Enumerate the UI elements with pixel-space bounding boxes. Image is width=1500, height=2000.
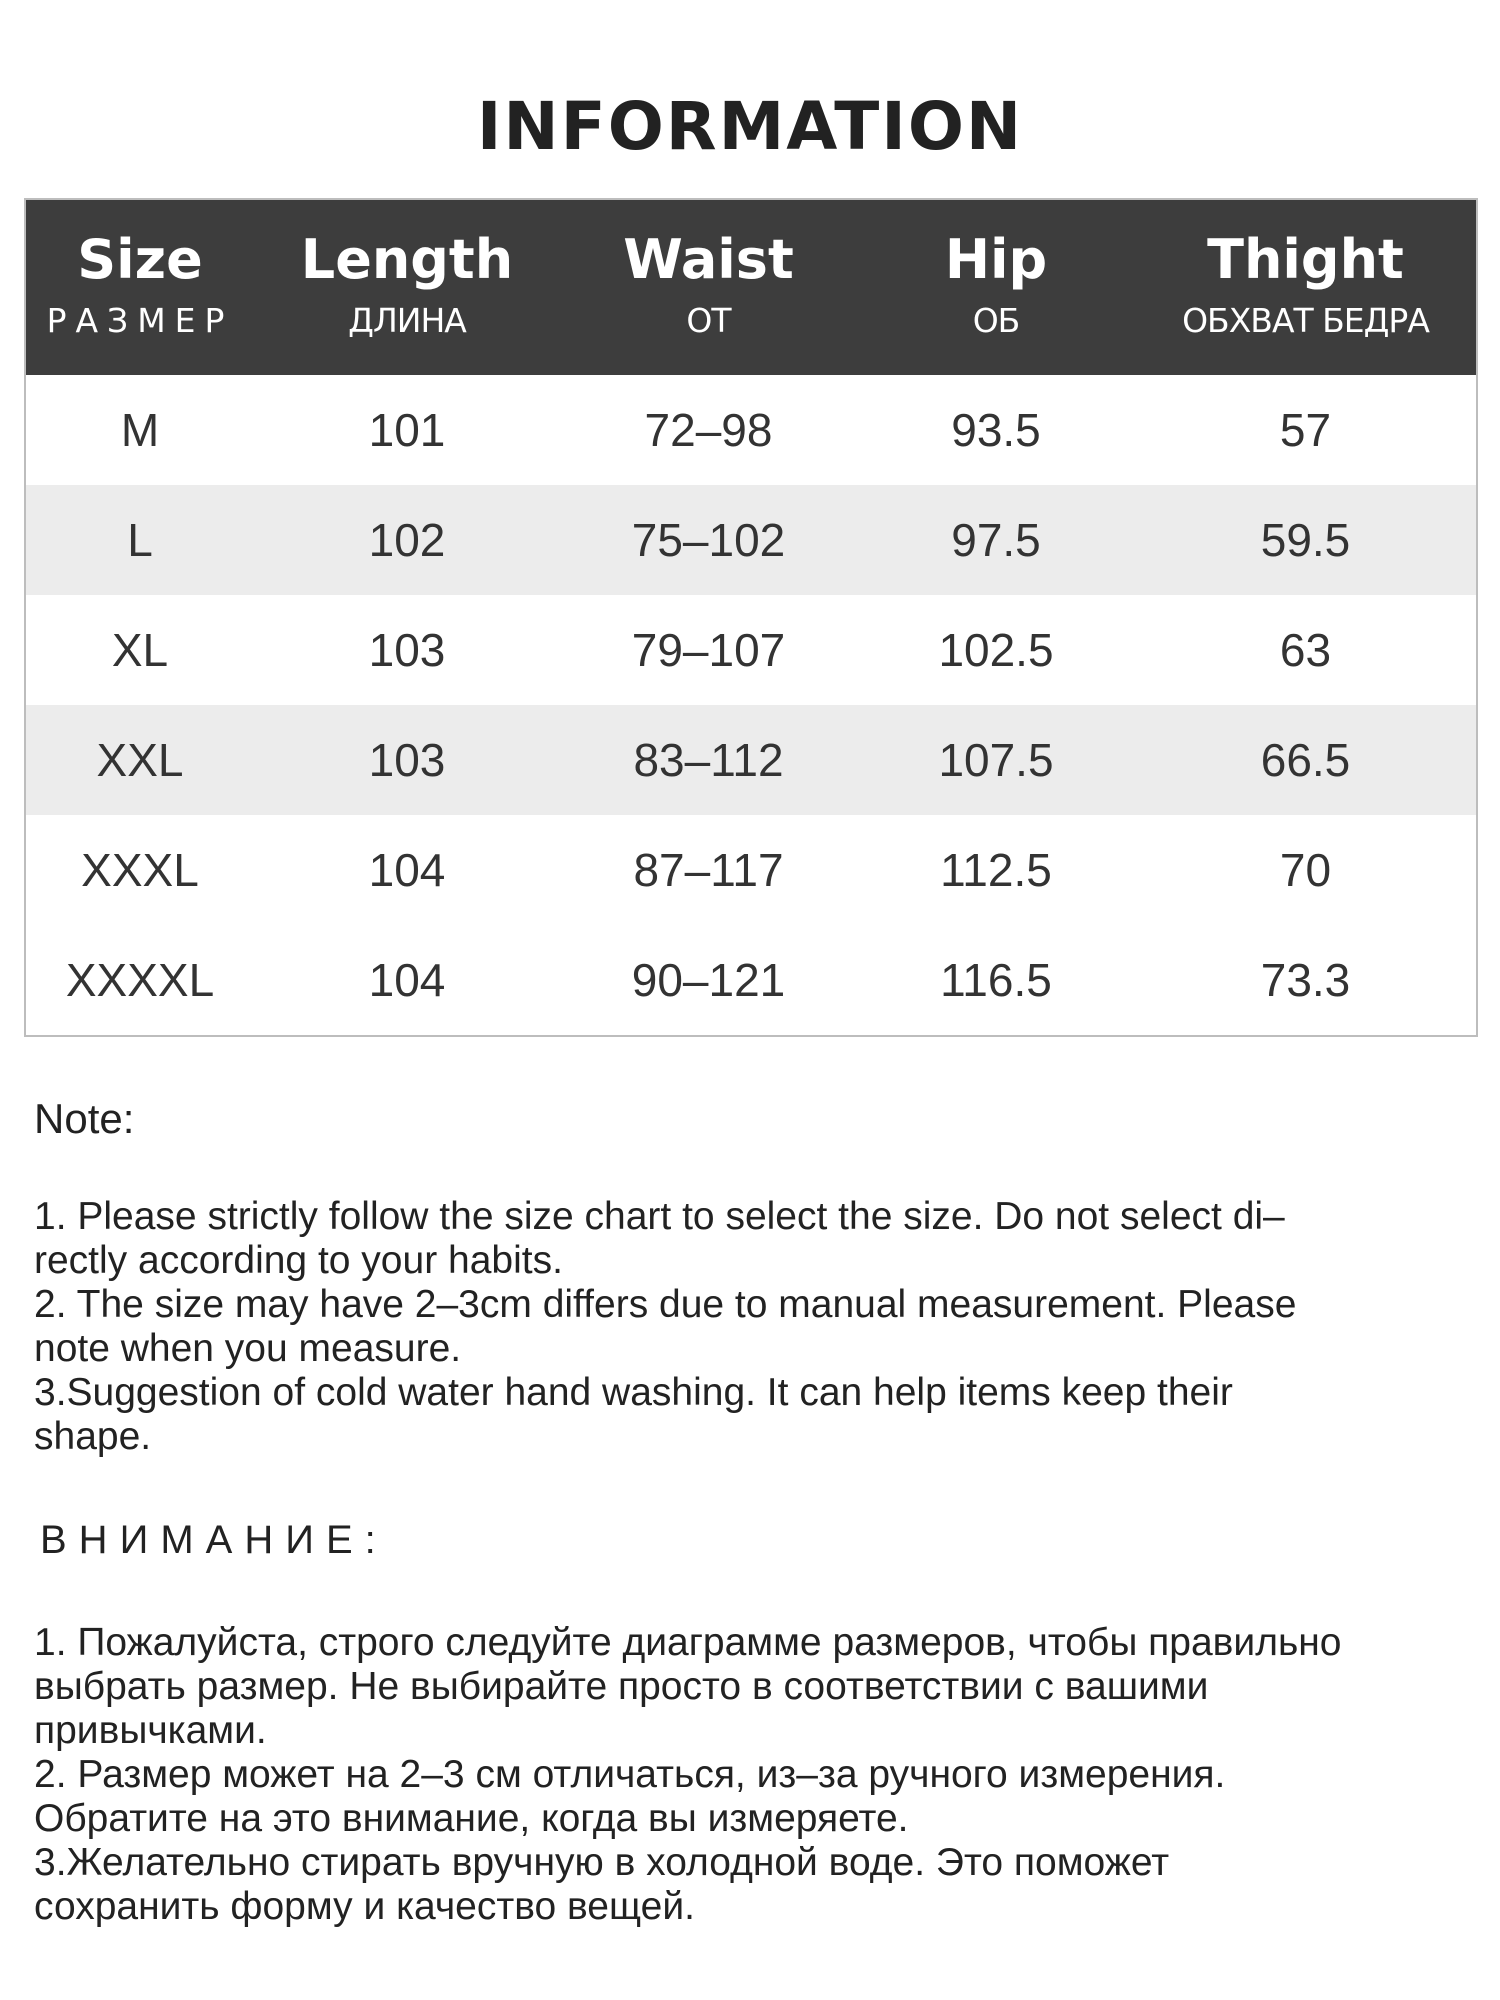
note-line: 2. The size may have 2–3cm differs due to manual measurement. Please <box>34 1283 1297 1326</box>
thigh-cell: 57 <box>1279 404 1332 456</box>
header-label-en: Hip <box>944 228 1048 291</box>
table-row <box>26 705 1476 815</box>
size-cell: M <box>120 404 160 456</box>
header-thigh <box>1135 200 1476 375</box>
table-row <box>26 485 1476 595</box>
note-line: Обратите на это внимание, когда вы измеряете. <box>34 1797 909 1840</box>
waist-cell: 83–112 <box>633 734 784 786</box>
note-line: shape. <box>34 1415 152 1458</box>
page-title: INFORMATION <box>476 88 1024 165</box>
table-row <box>26 925 1476 1035</box>
size-cell: XXL <box>96 734 184 786</box>
length-cell: 101 <box>368 404 446 456</box>
table-header <box>26 200 1476 375</box>
header-label-en: Waist <box>623 228 794 291</box>
thigh-cell: 70 <box>1279 844 1332 896</box>
length-cell: 102 <box>368 514 446 566</box>
note-line: 3.Suggestion of cold water hand washing. It can help items keep their <box>34 1371 1233 1414</box>
header-label-ru: ДЛИНА <box>348 301 466 340</box>
note-title: Note: <box>34 1095 135 1142</box>
waist-cell: 75–102 <box>631 514 786 566</box>
note-line: 3.Желательно стирать вручную в холодной воде. Это поможет <box>34 1841 1170 1884</box>
hip-cell: 112.5 <box>940 844 1052 896</box>
size-cell: XL <box>111 624 169 676</box>
thigh-cell: 66.5 <box>1260 734 1351 786</box>
size-table <box>24 198 1478 1037</box>
hip-cell: 107.5 <box>938 734 1054 786</box>
table-row <box>26 815 1476 925</box>
header-label-en: Length <box>300 228 514 291</box>
note-russian <box>34 1518 1474 1929</box>
length-cell: 104 <box>368 954 446 1006</box>
hip-cell: 116.5 <box>940 954 1052 1006</box>
waist-cell: 90–121 <box>631 954 786 1006</box>
hip-cell: 102.5 <box>938 624 1054 676</box>
table-row <box>26 375 1476 485</box>
note-line: сохранить форму и качество вещей. <box>34 1885 695 1928</box>
header-label-en: Size <box>77 228 203 291</box>
note-line: привычками. <box>34 1709 267 1752</box>
length-cell: 104 <box>368 844 446 896</box>
header-label-en: Thight <box>1207 228 1404 291</box>
hip-cell: 97.5 <box>951 514 1041 566</box>
size-cell: XXXL <box>81 844 199 896</box>
header-waist <box>560 200 857 375</box>
header-label-ru: ОБ <box>972 301 1020 340</box>
note-line: 1. Пожалуйста, строго следуйте диаграмме размеров, чтобы правильно <box>34 1621 1342 1664</box>
note-line: 1. Please strictly follow the size chart to select the size. Do not select di– <box>34 1195 1285 1238</box>
note-english <box>34 1095 1474 1459</box>
header-size <box>26 200 254 375</box>
length-cell: 103 <box>368 734 446 786</box>
header-hip <box>857 200 1135 375</box>
thigh-cell: 63 <box>1279 624 1332 676</box>
note-title: ВНИМАНИЕ: <box>40 1518 388 1562</box>
waist-cell: 79–107 <box>631 624 786 676</box>
size-cell: XXXXL <box>65 954 215 1006</box>
header-length <box>254 200 560 375</box>
note-line: note when you measure. <box>34 1327 462 1370</box>
thigh-cell: 59.5 <box>1260 514 1351 566</box>
waist-cell: 87–117 <box>633 844 784 896</box>
thigh-cell: 73.3 <box>1260 954 1351 1006</box>
note-line: выбрать размер. Не выбирайте просто в соответствии с вашими <box>34 1665 1209 1708</box>
waist-cell: 72–98 <box>644 404 773 456</box>
note-line: rectly according to your habits. <box>34 1239 563 1282</box>
header-label-ru: ОБХВАТ БЕДРА <box>1182 301 1429 340</box>
header-label-ru: ОТ <box>686 301 731 340</box>
table-row <box>26 595 1476 705</box>
hip-cell: 93.5 <box>951 404 1041 456</box>
header-label-ru: РАЗМЕР <box>46 301 234 340</box>
size-cell: L <box>127 514 153 566</box>
note-line: 2. Размер может на 2–3 см отличаться, из–за ручного измерения. <box>34 1753 1226 1796</box>
length-cell: 103 <box>368 624 446 676</box>
